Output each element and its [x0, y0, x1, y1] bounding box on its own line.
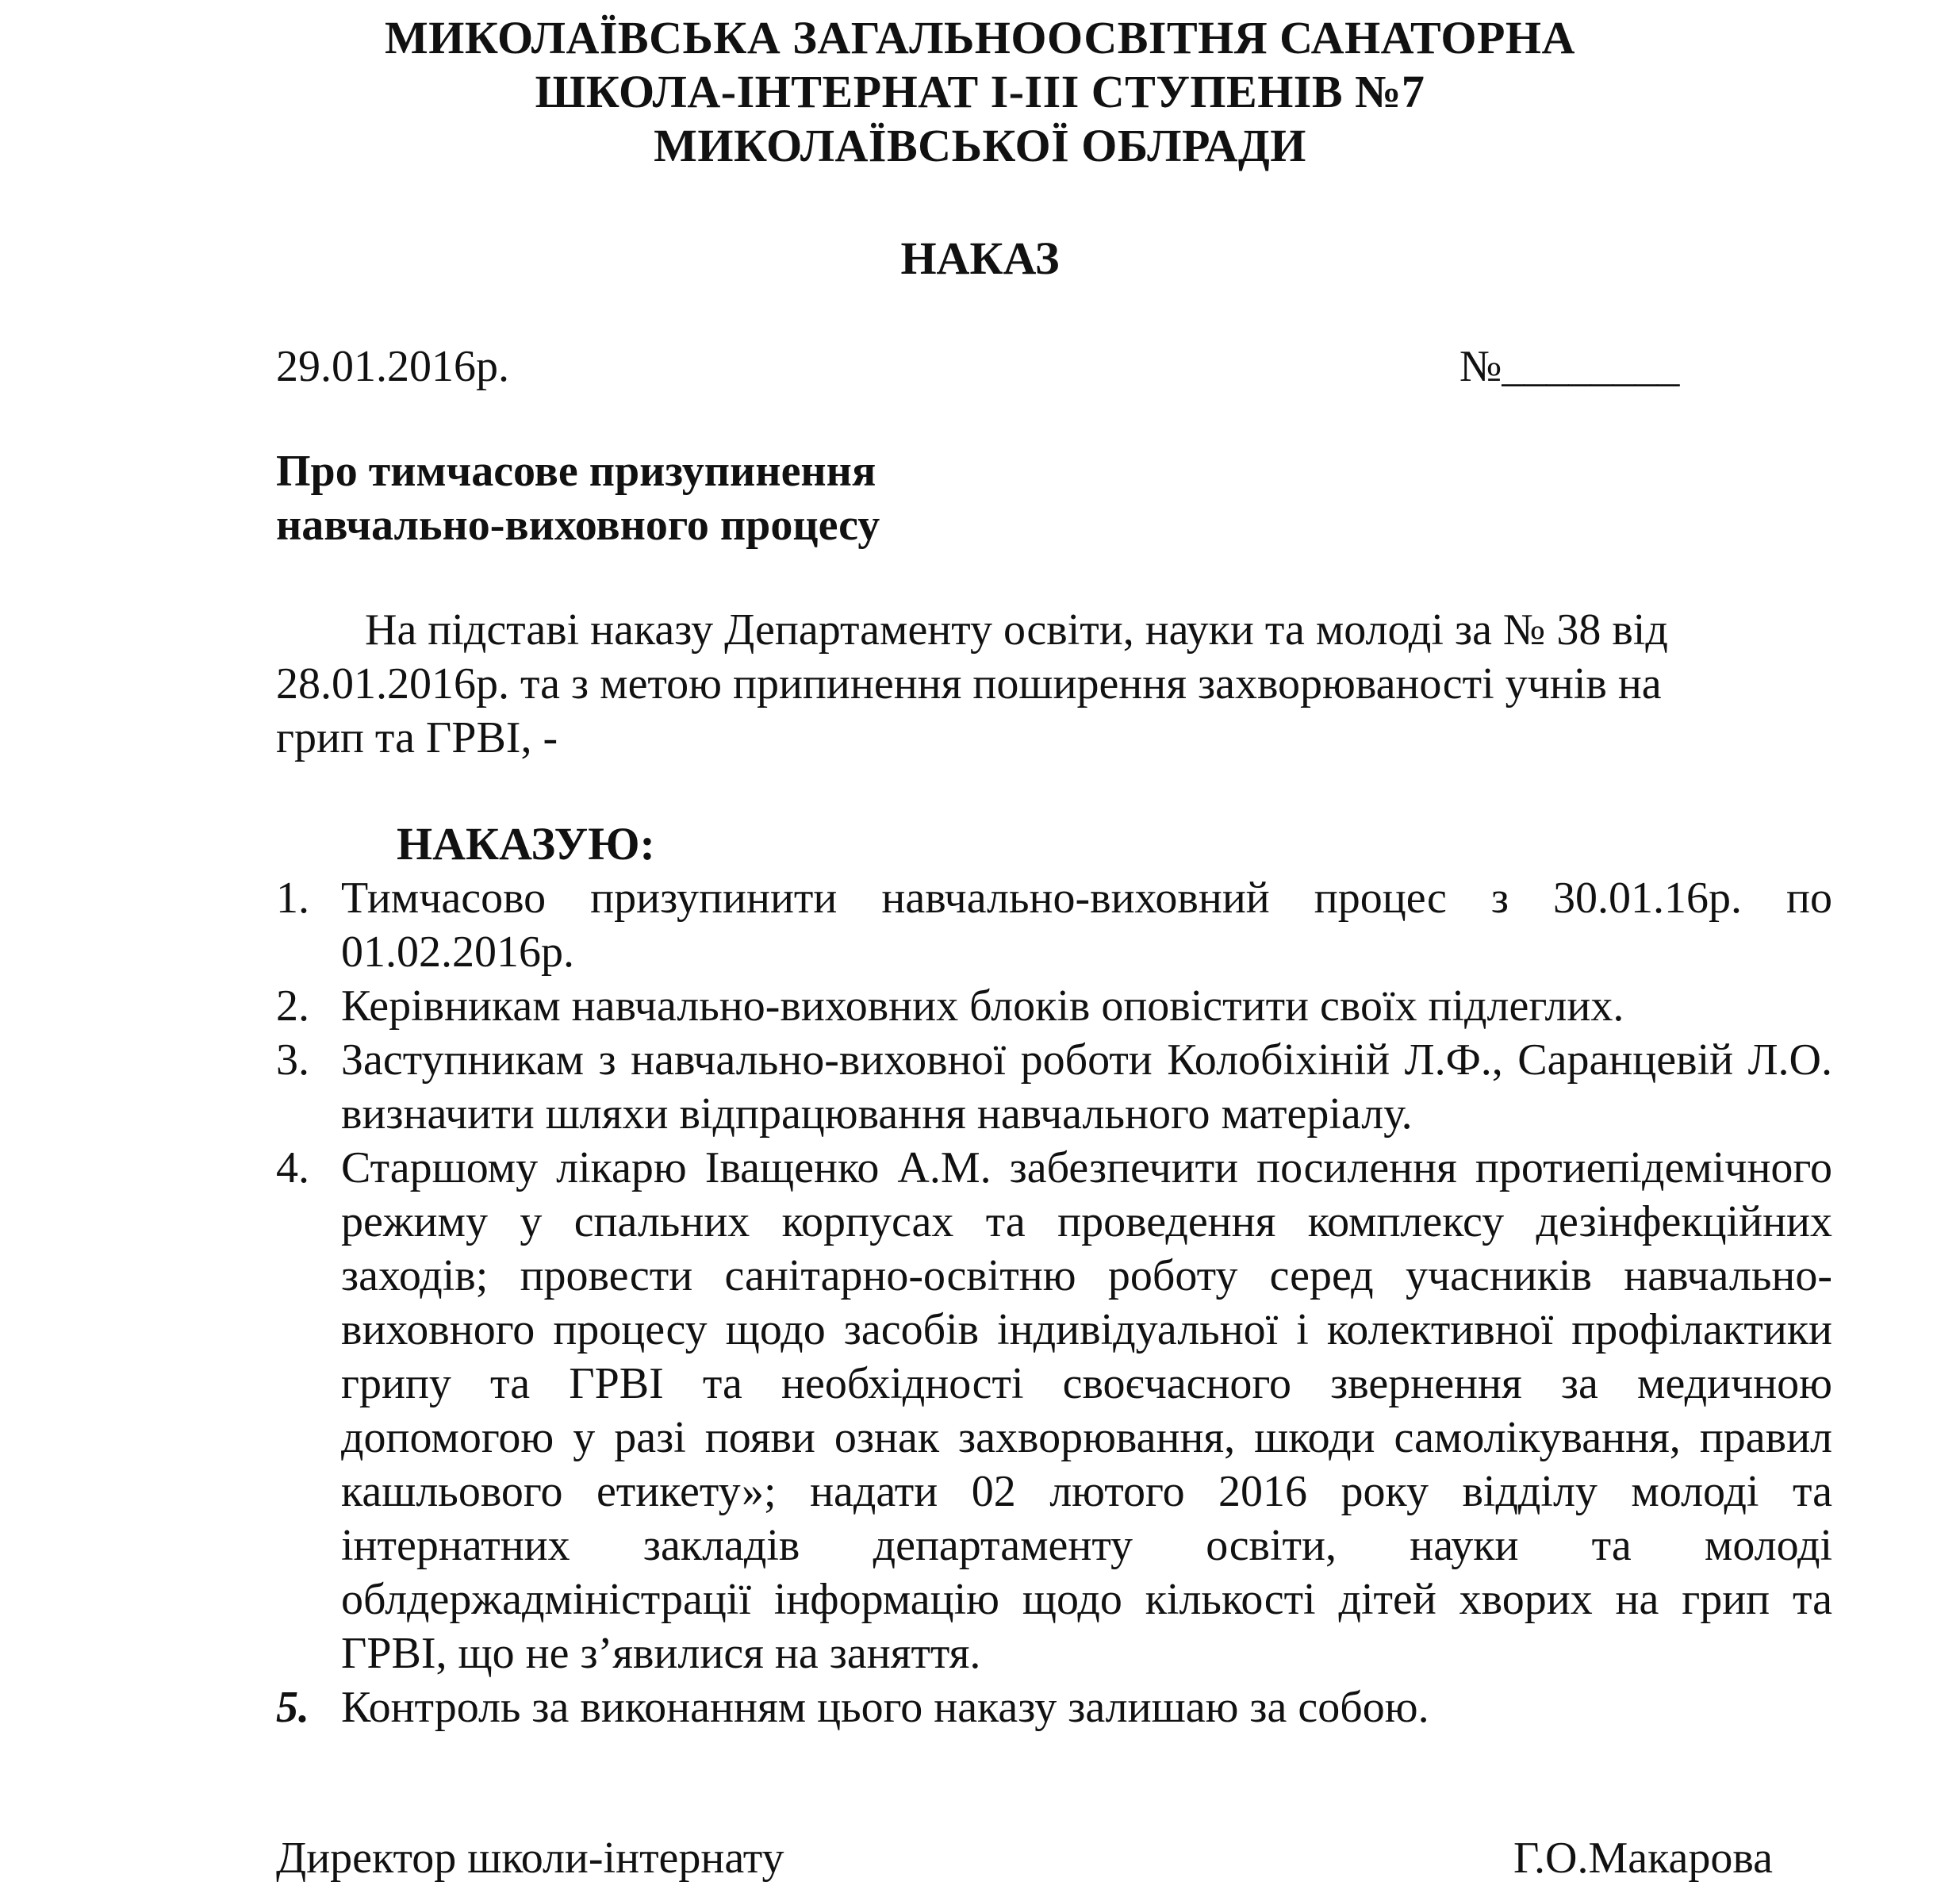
order-item-4 — [276, 1141, 1832, 1680]
item-number: 2. — [276, 981, 309, 1031]
preamble-line-1: На підставі наказу Департаменту освіти, науки та молоді за № 38 від — [365, 605, 1668, 655]
item-text: Тимчасово призупинити навчально-виховний процес з 30.01.16р. по 01.02.2016р. — [341, 874, 1832, 977]
decree-heading: НАКАЗУЮ: — [397, 818, 655, 870]
document-title: НАКАЗ — [900, 232, 1060, 284]
item-text: Контроль за виконанням цього наказу залишаю за собою. — [341, 1683, 1429, 1732]
item-text: Заступникам з навчально-виховної роботи Колобіхіній Л.Ф., Саранцевій Л.О. визначити шляхи відпрацювання навчального матеріалу. — [341, 1035, 1832, 1139]
signature-position: Директор школи-інтернату — [276, 1834, 784, 1883]
order-date: 29.01.2016р. — [276, 342, 509, 391]
subject-line-2: навчально-виховного процесу — [276, 501, 880, 550]
item-number: 1. — [276, 874, 309, 923]
item-number: 3. — [276, 1035, 309, 1085]
item-number: 5. — [276, 1683, 309, 1732]
item-number: 4. — [276, 1143, 309, 1192]
institution-header — [0, 11, 1960, 173]
order-item-2 — [276, 979, 1832, 1033]
item-text: Керівникам навчально-виховних блоків оповістити своїх підлеглих. — [341, 981, 1624, 1031]
order-subject — [276, 444, 880, 552]
order-item-1 — [276, 871, 1832, 979]
item-text: Старшому лікарю Іващенко А.М. забезпечити посилення протиепідемічного режиму у спальних корпусах та проведення комплексу дезінфекційних заходів; провести санітарно-освітню роботу серед учасників навчально-виховного процесу щодо засобів індивідуальної і колективної профілактики грипу та ГРВІ та необхідності своєчасного звернення за медичною допомогою у разі появи ознак захворювання, шкоди самолікування, правил кашльового етикету»; надати 02 лютого 2016 року відділу молоді та інтернатних закладів департаменту освіти, науки та молоді облдержадміністрації інформацію щодо кількості дітей хворих на грип та ГРВІ, що не з’явилися на заняття. — [341, 1143, 1832, 1678]
order-number: №________ — [1459, 342, 1680, 391]
preamble-line-2: 28.01.2016р. та з метою припинення поширення захворюваності учнів на — [276, 659, 1662, 708]
order-item-3 — [276, 1033, 1832, 1141]
preamble-line-3: грип та ГРВІ, - — [276, 713, 558, 762]
order-item-5 — [276, 1680, 1832, 1734]
header-line-2: ШКОЛА-ІНТЕРНАТ І-ІІІ СТУПЕНІВ №7 — [535, 66, 1425, 117]
preamble — [276, 603, 1831, 765]
header-line-3: МИКОЛАЇВСЬКОЇ ОБЛРАДИ — [654, 120, 1306, 171]
order-items-list — [276, 871, 1832, 1734]
signature-name: Г.О.Макарова — [1513, 1834, 1773, 1883]
header-line-1: МИКОЛАЇВСЬКА ЗАГАЛЬНООСВІТНЯ САНАТОРНА — [385, 12, 1575, 63]
subject-line-1: Про тимчасове призупинення — [276, 447, 876, 496]
